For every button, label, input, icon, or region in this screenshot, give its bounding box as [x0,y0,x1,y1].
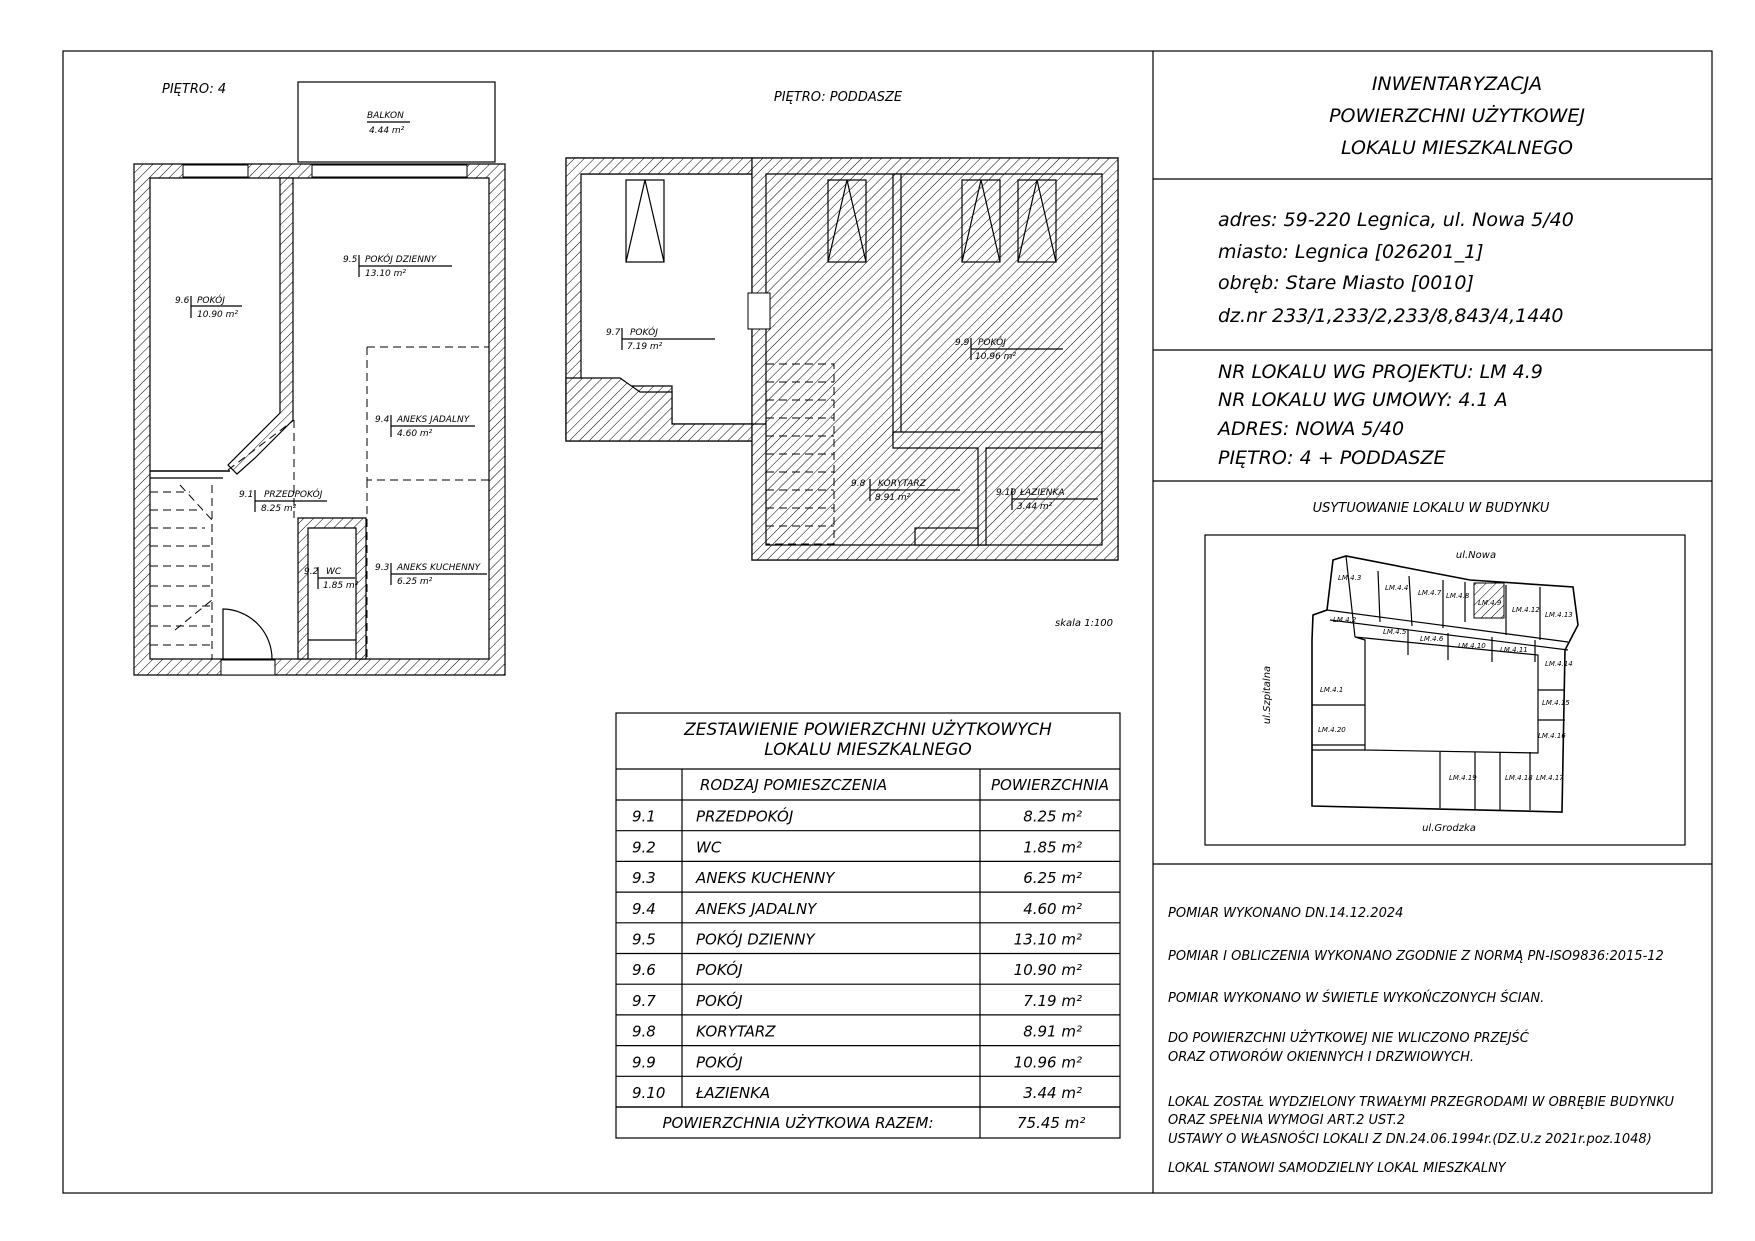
table-cell-name: POKÓJ [696,961,743,980]
room-name: KORYTARZ [878,479,926,489]
table-cell-name: ANEKS JADALNY [696,899,817,918]
room-name: ANEKS JADALNY [397,415,470,425]
room-no: 9.10 [996,488,1017,498]
unit-contract-line: NR LOKALU WG UMOWY: 4.1 A [1218,389,1508,411]
unit-label: LM.4.14 [1545,660,1573,668]
location-map-frame [1205,535,1685,845]
room-name: POKÓJ [197,296,225,306]
title-line-3: LOKALU MIESZKALNEGO [1341,137,1573,159]
room-area: 10.90 m² [197,310,239,320]
parcels-line: dz.nr 233/1,233/2,233/8,843/4,1440 [1218,305,1564,327]
room-no: 9.1 [239,490,254,500]
table-title-line-2: LOKALU MIESZKALNEGO [764,740,972,760]
room-area: 4.60 m² [397,429,433,439]
room-no: 9.4 [375,415,390,425]
table-cell-name: POKÓJ [696,991,743,1010]
table-cell-area: 10.96 m² [1013,1053,1082,1072]
room-name: ŁAZIENKA [1020,488,1065,498]
total-value: 75.45 m² [1017,1114,1086,1132]
summary-table [616,713,1120,1138]
note-line: POMIAR I OBLICZENIA WYKONANO ZGODNIE Z NORMĄ PN-ISO9836:2015-12 [1168,949,1664,964]
room-no: 9.6 [175,296,190,306]
table-cell-name: POKÓJ [696,1053,743,1072]
unit-label: LM.4.3 [1338,574,1362,582]
table-cell-area: 8.25 m² [1023,807,1082,826]
unit-label: LM.4.11 [1500,646,1528,654]
note-line: ORAZ SPEŁNIA WYMOGI ART.2 UST.2 [1168,1113,1406,1128]
title-line-1: INWENTARYZACJA [1371,73,1543,95]
unit-project-line: NR LOKALU WG PROJEKTU: LM 4.9 [1218,361,1543,383]
table-cell-area: 8.91 m² [1023,1022,1082,1041]
note-line: USTAWY O WŁASNOŚCI LOKALI Z DN.24.06.1994r.(DZ.U.z 2021r.poz.1048) [1168,1132,1652,1147]
unit-label: LM.4.16 [1538,732,1566,740]
room-area: 8.91 m² [875,493,911,503]
address-line: adres: 59-220 Legnica, ul. Nowa 5/40 [1218,209,1574,231]
street-top-label: ul.Nowa [1455,550,1497,561]
room-name: POKÓJ [630,328,658,338]
interior-wall [228,178,293,474]
table-cell-area: 6.25 m² [1023,869,1082,888]
table-cell-name: KORYTARZ [696,1022,776,1041]
unit-label: LM.4.9 [1478,599,1502,607]
unit-label: LM.4.6 [1420,635,1444,643]
entry-door [223,609,272,659]
table-cell-area: 4.60 m² [1023,899,1082,918]
unit-label: LM.4.5 [1383,628,1407,636]
room-area: 7.19 m² [627,342,663,352]
balcony-name: BALKON [367,111,404,121]
note-line: LOKAL ZOSTAŁ WYDZIELONY TRWAŁYMI PRZEGRODAMI W OBRĘBIE BUDYNKU [1168,1095,1675,1110]
room-area: 3.44 m² [1017,502,1053,512]
room-name: ANEKS KUCHENNY [397,563,481,573]
unit-label: LM.4.1 [1320,686,1344,694]
unit-label: LM.4.19 [1449,774,1477,782]
table-cell-name: PRZEDPOKÓJ [696,807,794,826]
table-cell-no: 9.5 [632,930,656,949]
table-cell-area: 13.10 m² [1013,930,1082,949]
unit-floor-line: PIĘTRO: 4 + PODDASZE [1218,447,1446,469]
unit-label: LM.4.7 [1418,589,1442,597]
col-type-header: RODZAJ POMIESZCZENIA [700,776,888,794]
attic-partition [893,174,901,440]
room-area: 10.96 m² [975,352,1017,362]
unit-label: LM.4.2 [1333,616,1357,624]
table-cell-no: 9.3 [632,869,656,888]
location-map [1205,501,1685,845]
note-line: ORAZ OTWORÓW OKIENNYCH I DRZWIOWYCH. [1168,1050,1475,1065]
table-cell-no: 9.1 [632,807,656,826]
table-cell-name: ŁAZIENKA [696,1084,771,1102]
unit-label: LM.4.18 [1505,774,1533,782]
floor4-stairs [150,485,212,659]
unit-label: LM.4.8 [1446,592,1470,600]
table-cell-no: 9.7 [632,991,656,1010]
note-line: DO POWIERZCHNI UŻYTKOWEJ NIE WLICZONO PRZEJŚĆ [1168,1031,1529,1046]
table-cell-name: WC [696,838,722,857]
table-cell-name: ANEKS KUCHENNY [696,869,835,888]
table-cell-area: 10.90 m² [1013,961,1082,980]
room-no: 9.2 [304,567,319,577]
room-name: POKÓJ [978,338,1006,348]
attic-plan [566,90,1118,629]
title-line-2: POWIERZCHNI UŻYTKOWEJ [1329,105,1585,127]
room-no: 9.3 [375,563,390,573]
unit-label: LM.4.20 [1318,726,1346,734]
table-cell-no: 9.8 [632,1022,656,1041]
total-label: POWIERZCHNIA UŻYTKOWA RAZEM: [662,1114,934,1132]
table-cell-no: 9.9 [632,1053,656,1072]
unit-label: LM.4.15 [1542,699,1570,707]
street-left-label: ul.Szpitalna [1262,665,1273,725]
room-no: 9.7 [606,328,621,338]
table-cell-no: 9.6 [632,961,656,980]
room-no: 9.9 [955,338,970,348]
table-cell-area: 3.44 m² [1023,1084,1082,1102]
unit-label: LM.4.12 [1512,606,1540,614]
attic-left-wall [566,158,1118,560]
table-title-line-1: ZESTAWIENIE POWIERZCHNI UŻYTKOWYCH [684,720,1052,740]
unit-label: LM.4.13 [1545,611,1573,619]
room-area: 8.25 m² [261,504,297,514]
room-area: 6.25 m² [397,577,433,587]
table-cell-name: POKÓJ DZIENNY [696,930,815,949]
col-area-header: POWIERZCHNIA [991,776,1109,794]
note-line: POMIAR WYKONANO DN.14.12.2024 [1168,906,1404,921]
room-no: 9.5 [343,255,358,265]
table-cell-no: 9.10 [632,1084,666,1102]
balcony-area: 4.44 m² [369,126,405,136]
unit-label: LM.4.10 [1458,642,1486,650]
table-cell-no: 9.2 [632,838,656,857]
room-name: POKÓJ DZIENNY [365,255,437,265]
note-line: LOKAL STANOWI SAMODZIELNY LOKAL MIESZKALNY [1168,1161,1506,1176]
courtyard-outline [1355,637,1538,753]
dining-zone-line [367,347,489,480]
unit-address-line: ADRES: NOWA 5/40 [1218,418,1405,440]
table-cell-area: 7.19 m² [1023,991,1082,1010]
unit-label: LM.4.4 [1385,584,1409,592]
floor4-plan [134,82,505,675]
table-cell-area: 1.85 m² [1023,838,1082,857]
scale-label: skala 1:100 [1055,618,1114,629]
room-name: WC [326,567,342,577]
room-name: PRZEDPOKÓJ [264,490,323,500]
table-cell-no: 9.4 [632,899,656,918]
notes [1168,906,1675,1176]
city-line: miasto: Legnica [026201_1] [1218,241,1484,263]
location-map-heading: USYTUOWANIE LOKALU W BUDYNKU [1312,501,1550,516]
room-area: 13.10 m² [365,269,407,279]
room-no: 9.8 [851,479,866,489]
attic-label: PIĘTRO: PODDASZE [773,90,903,105]
unit-label: LM.4.17 [1536,774,1564,782]
floor4-label: PIĘTRO: 4 [162,82,227,97]
note-line: POMIAR WYKONANO W ŚWIETLE WYKOŃCZONYCH ŚCIAN. [1168,991,1545,1006]
street-bottom-label: ul.Grodzka [1422,823,1476,834]
precinct-line: obręb: Stare Miasto [0010] [1218,272,1474,294]
room-area: 1.85 m² [323,581,359,591]
title-block [1216,73,1585,469]
